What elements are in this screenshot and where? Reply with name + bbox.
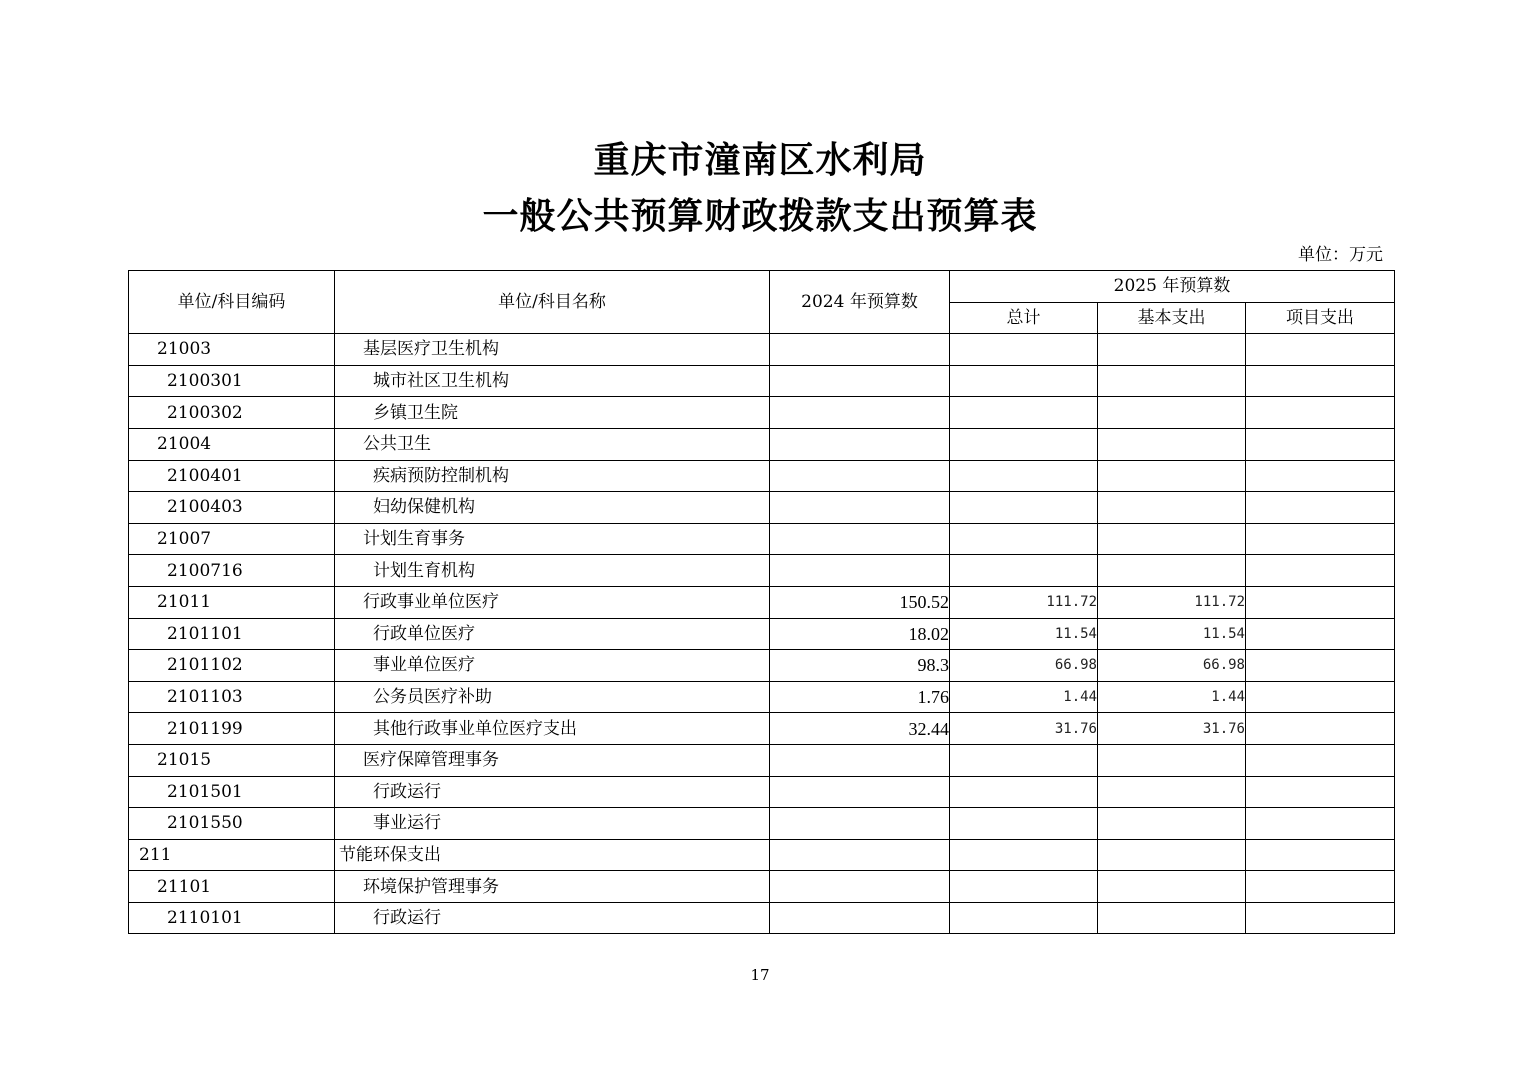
row-2024-budget: 1.76 [770,681,950,713]
row-name: 节能环保支出 [335,839,770,871]
row-name: 其他行政事业单位医疗支出 [335,713,770,745]
row-total [950,871,1098,903]
row-total [950,839,1098,871]
row-total: 1.44 [950,681,1098,713]
row-total [950,428,1098,460]
row-total [950,365,1098,397]
row-2024-budget [770,744,950,776]
row-name: 行政运行 [335,776,770,808]
row-name: 行政运行 [335,902,770,934]
row-project-expenditure [1246,618,1395,650]
table-row [129,428,1395,460]
row-project-expenditure [1246,334,1395,366]
row-2024-budget [770,776,950,808]
row-project-expenditure [1246,523,1395,555]
table-row [129,334,1395,366]
table-row [129,586,1395,618]
row-project-expenditure [1246,744,1395,776]
row-total: 31.76 [950,713,1098,745]
row-code: 21007 [129,523,335,555]
row-2024-budget [770,871,950,903]
table-row [129,397,1395,429]
row-2024-budget: 98.3 [770,650,950,682]
row-basic-expenditure [1098,808,1246,840]
table-row [129,744,1395,776]
row-name: 行政事业单位医疗 [335,586,770,618]
row-2024-budget [770,523,950,555]
row-project-expenditure [1246,681,1395,713]
row-code: 2101501 [129,776,335,808]
row-total [950,397,1098,429]
header-total: 总计 [950,302,1098,334]
row-2024-budget [770,334,950,366]
row-2024-budget: 150.52 [770,586,950,618]
row-project-expenditure [1246,902,1395,934]
row-total: 66.98 [950,650,1098,682]
table-row [129,776,1395,808]
table-row [129,839,1395,871]
row-basic-expenditure [1098,334,1246,366]
row-basic-expenditure [1098,365,1246,397]
row-name: 行政单位医疗 [335,618,770,650]
row-basic-expenditure [1098,744,1246,776]
row-basic-expenditure: 111.72 [1098,586,1246,618]
header-code: 单位/科目编码 [129,271,335,334]
table-row [129,523,1395,555]
row-basic-expenditure [1098,871,1246,903]
row-2024-budget [770,902,950,934]
row-total: 111.72 [950,586,1098,618]
row-2024-budget [770,492,950,524]
row-code: 2101102 [129,650,335,682]
table-row [129,871,1395,903]
row-code: 21015 [129,744,335,776]
row-project-expenditure [1246,586,1395,618]
table-row [129,902,1395,934]
row-2024-budget [770,808,950,840]
row-code: 21004 [129,428,335,460]
unit-label: 单位：万元 [1298,245,1383,265]
header-2024-budget: 2024 年预算数 [770,271,950,334]
row-name: 计划生育机构 [335,555,770,587]
row-name: 疾病预防控制机构 [335,460,770,492]
row-basic-expenditure [1098,776,1246,808]
row-2024-budget: 18.02 [770,618,950,650]
table-row [129,713,1395,745]
row-total [950,776,1098,808]
row-project-expenditure [1246,492,1395,524]
row-total [950,334,1098,366]
row-2024-budget [770,460,950,492]
table-row [129,492,1395,524]
row-total [950,808,1098,840]
row-basic-expenditure: 1.44 [1098,681,1246,713]
row-project-expenditure [1246,428,1395,460]
row-project-expenditure [1246,808,1395,840]
row-code: 211 [129,839,335,871]
row-total [950,460,1098,492]
row-basic-expenditure [1098,492,1246,524]
row-2024-budget [770,365,950,397]
table-row [129,618,1395,650]
header-name: 单位/科目名称 [335,271,770,334]
row-code: 2100403 [129,492,335,524]
row-code: 21011 [129,586,335,618]
table-row [129,650,1395,682]
row-2024-budget: 32.44 [770,713,950,745]
document-title: 重庆市潼南区水利局 [593,139,927,181]
row-basic-expenditure [1098,523,1246,555]
header-project-expenditure: 项目支出 [1246,302,1395,334]
row-name: 计划生育事务 [335,523,770,555]
row-total [950,523,1098,555]
row-project-expenditure [1246,776,1395,808]
row-basic-expenditure: 11.54 [1098,618,1246,650]
row-basic-expenditure: 31.76 [1098,713,1246,745]
row-code: 2101199 [129,713,335,745]
row-project-expenditure [1246,871,1395,903]
table-row [129,365,1395,397]
row-total [950,902,1098,934]
row-code: 2100401 [129,460,335,492]
row-name: 基层医疗卫生机构 [335,334,770,366]
row-project-expenditure [1246,713,1395,745]
table-row [129,460,1395,492]
row-code: 2101101 [129,618,335,650]
row-project-expenditure [1246,460,1395,492]
row-project-expenditure [1246,555,1395,587]
table-row [129,681,1395,713]
row-code: 21003 [129,334,335,366]
header-basic-expenditure: 基本支出 [1098,302,1246,334]
row-2024-budget [770,555,950,587]
table-row [129,808,1395,840]
row-basic-expenditure [1098,839,1246,871]
page-number: 17 [750,966,770,984]
row-code: 2101550 [129,808,335,840]
row-name: 公务员医疗补助 [335,681,770,713]
row-name: 乡镇卫生院 [335,397,770,429]
row-total [950,744,1098,776]
row-name: 公共卫生 [335,428,770,460]
table-row [129,555,1395,587]
row-total [950,555,1098,587]
row-code: 2110101 [129,902,335,934]
row-code: 21101 [129,871,335,903]
row-2024-budget [770,397,950,429]
row-project-expenditure [1246,397,1395,429]
budget-table [128,270,1395,934]
row-name: 事业单位医疗 [335,650,770,682]
row-name: 医疗保障管理事务 [335,744,770,776]
row-basic-expenditure [1098,428,1246,460]
row-code: 2100301 [129,365,335,397]
table-body [129,334,1395,934]
row-code: 2101103 [129,681,335,713]
row-total: 11.54 [950,618,1098,650]
row-2024-budget [770,839,950,871]
document-subtitle: 一般公共预算财政拨款支出预算表 [482,195,1038,237]
row-project-expenditure [1246,839,1395,871]
header-2025-budget: 2025 年预算数 [950,271,1395,303]
row-total [950,492,1098,524]
row-name: 事业运行 [335,808,770,840]
row-name: 妇幼保健机构 [335,492,770,524]
row-project-expenditure [1246,365,1395,397]
row-code: 2100302 [129,397,335,429]
row-basic-expenditure [1098,902,1246,934]
row-basic-expenditure: 66.98 [1098,650,1246,682]
row-name: 城市社区卫生机构 [335,365,770,397]
row-basic-expenditure [1098,555,1246,587]
row-name: 环境保护管理事务 [335,871,770,903]
row-code: 2100716 [129,555,335,587]
row-basic-expenditure [1098,460,1246,492]
row-project-expenditure [1246,650,1395,682]
row-basic-expenditure [1098,397,1246,429]
row-2024-budget [770,428,950,460]
